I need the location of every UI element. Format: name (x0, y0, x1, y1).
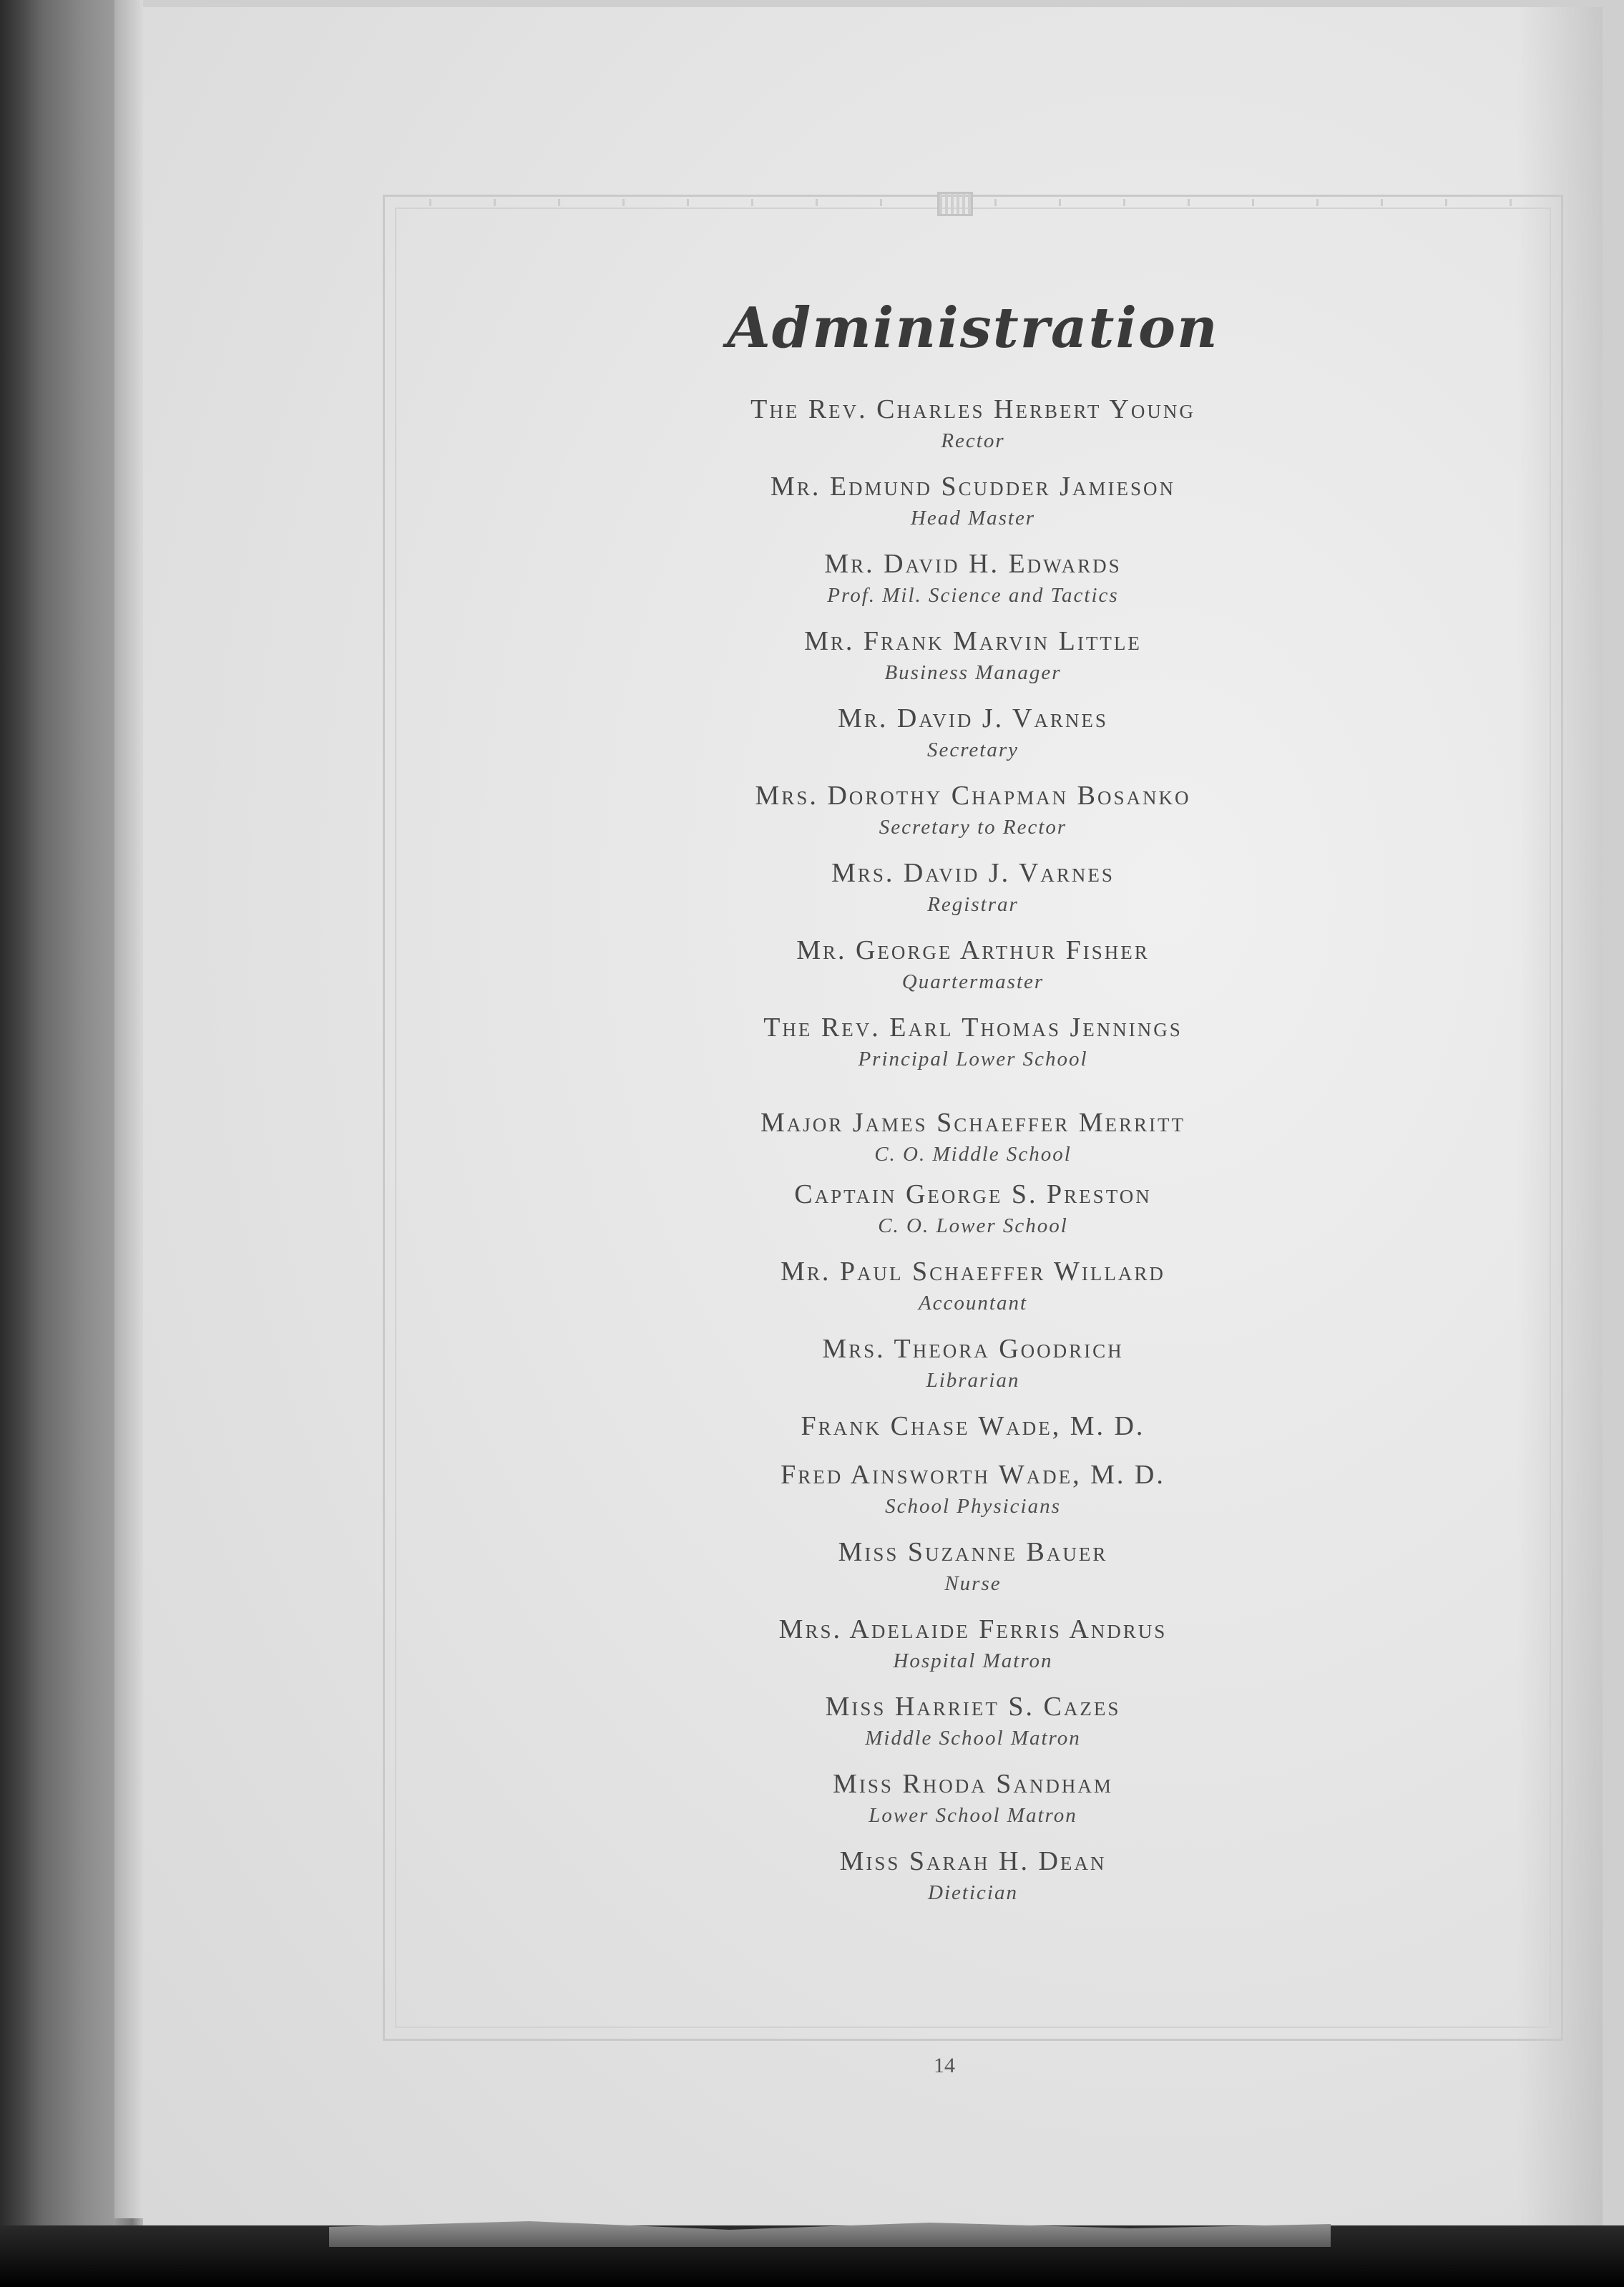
entry-name: Miss Harriet S. Cazes (825, 1692, 1121, 1722)
entry-name: Mr. David H. Edwards (824, 549, 1122, 579)
entry-4 (395, 624, 1551, 687)
entry-11 (395, 1177, 1551, 1240)
entry-name: Mr. David J. Varnes (838, 703, 1108, 733)
entry-role: Hospital Matron (893, 1649, 1053, 1672)
entry-role: Nurse (944, 1572, 1002, 1595)
entry-role: Middle School Matron (865, 1727, 1081, 1750)
entry-9 (395, 1010, 1551, 1073)
entry-1 (395, 392, 1551, 455)
entry-name: Mr. Edmund Scudder Jamieson (771, 472, 1175, 502)
entry-role: Prof. Mil. Science and Tactics (827, 584, 1119, 607)
entry-13 (395, 1332, 1551, 1395)
frame-center-ornament (937, 192, 973, 216)
frame-ornament-ticks-left (429, 199, 916, 206)
entry-role: Dietician (928, 1881, 1018, 1904)
entry-name: The Rev. Charles Herbert Young (750, 394, 1195, 424)
entry-2 (395, 469, 1551, 532)
entry-name: Miss Suzanne Bauer (838, 1537, 1108, 1567)
entry-name: Fred Ainsworth Wade, M. D. (781, 1460, 1165, 1490)
entry-role: Principal Lower School (858, 1048, 1088, 1071)
entry-role: Rector (941, 429, 1005, 452)
entry-role: Head Master (910, 507, 1036, 530)
entry-18 (395, 1689, 1551, 1752)
entry-14 (395, 1409, 1551, 1443)
entry-16 (395, 1535, 1551, 1598)
entry-name: Mrs. Dorothy Chapman Bosanko (755, 781, 1191, 811)
frame-ornament-ticks-right (994, 199, 1524, 206)
entry-7 (395, 856, 1551, 919)
entry-name: Mrs. David J. Varnes (831, 858, 1115, 888)
entry-10 (395, 1106, 1551, 1169)
entry-6 (395, 779, 1551, 842)
entry-19 (395, 1767, 1551, 1830)
entry-role: Librarian (926, 1369, 1020, 1392)
entry-role: Secretary (926, 738, 1019, 761)
administration-listing (395, 296, 1551, 1921)
entry-name: Mrs. Theora Goodrich (822, 1334, 1124, 1364)
entry-name: Mr. Paul Schaeffer Willard (781, 1257, 1165, 1287)
entry-name: Mr. Frank Marvin Little (804, 626, 1142, 656)
page-title: Administration (727, 296, 1219, 361)
entry-12 (395, 1254, 1551, 1317)
entry-20 (395, 1844, 1551, 1907)
entry-role: C. O. Middle School (874, 1143, 1072, 1166)
entry-role: Lower School Matron (869, 1804, 1077, 1827)
entry-role: Quartermaster (901, 970, 1045, 993)
entry-role: Business Manager (884, 661, 1062, 684)
entry-role: Accountant (918, 1292, 1028, 1315)
entry-role: C. O. Lower School (878, 1214, 1068, 1237)
entry-name: The Rev. Earl Thomas Jennings (763, 1013, 1183, 1043)
spine-edge (114, 0, 143, 2218)
entry-name: Mr. George Arthur Fisher (796, 935, 1150, 965)
entry-name: Mrs. Adelaide Ferris Andrus (778, 1614, 1168, 1644)
entry-name: Captain George S. Preston (794, 1179, 1152, 1209)
entry-name: Miss Rhoda Sandham (833, 1769, 1113, 1799)
entry-5 (395, 701, 1551, 764)
entry-17 (395, 1612, 1551, 1675)
entry-name: Frank Chase Wade, M. D. (801, 1411, 1145, 1441)
entry-role: Registrar (927, 893, 1019, 916)
page-number: 14 (934, 2054, 955, 2077)
entry-name: Major James Schaeffer Merritt (760, 1108, 1186, 1138)
entry-name: Miss Sarah H. Dean (839, 1846, 1107, 1876)
entry-3 (395, 547, 1551, 610)
entry-15 (395, 1458, 1551, 1521)
entry-role: Secretary to Rector (879, 816, 1067, 839)
entry-role: School Physicians (885, 1495, 1061, 1518)
entry-8 (395, 933, 1551, 996)
